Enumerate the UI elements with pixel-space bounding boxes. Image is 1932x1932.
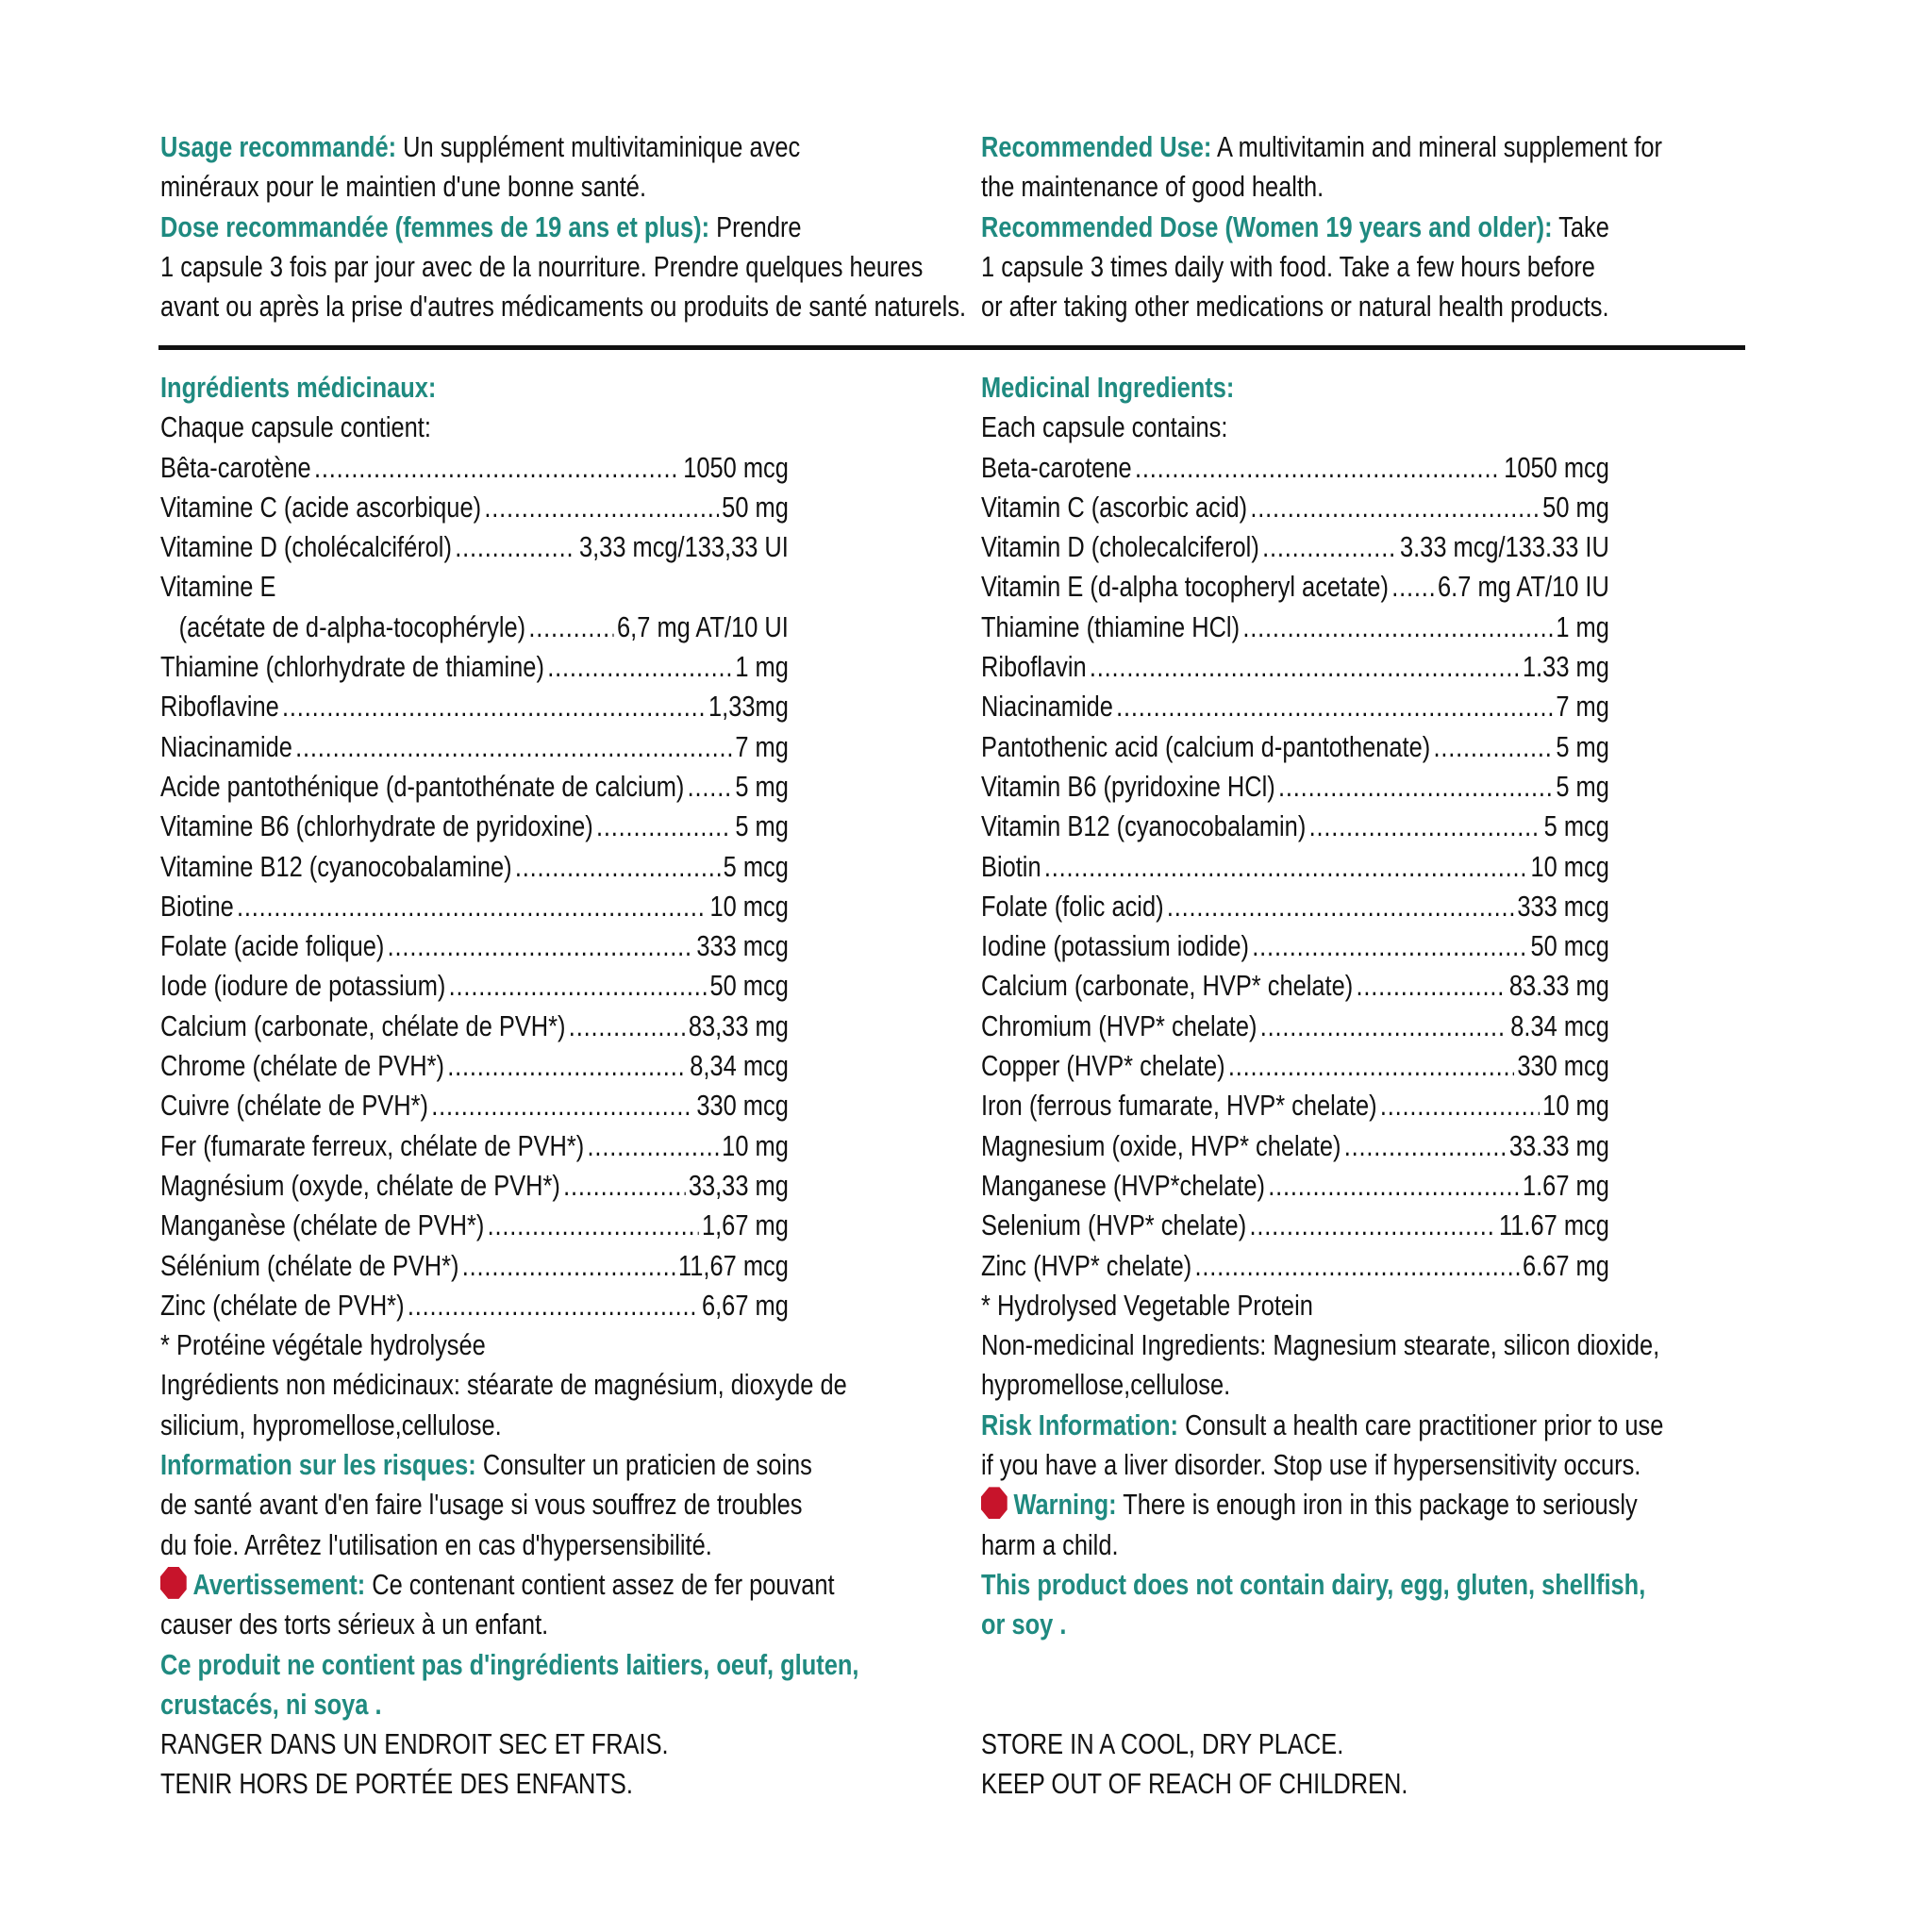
ingredient-value: 50 mg (1542, 490, 1609, 524)
ingredient-name: Pantothenic acid (calcium d-pantothenate) (981, 729, 1431, 763)
ingredient-value: 1.67 mg (1522, 1168, 1609, 1202)
dot-leader (1380, 1086, 1540, 1125)
ingredient-row (981, 926, 1609, 966)
ingredient-row (160, 966, 789, 1006)
ingredient-row (981, 488, 1609, 527)
dot-leader (388, 926, 693, 966)
ingredient-value: 83,33 mg (688, 1008, 789, 1042)
ingredient-name: Copper (HVP* chelate) (981, 1049, 1225, 1083)
fr-risk-label: Information sur les risques: (160, 1448, 476, 1482)
ingredient-name: Cuivre (chélate de PVH*) (160, 1089, 428, 1123)
dot-leader (1090, 647, 1520, 687)
dot-leader (488, 1206, 699, 1245)
dot-leader (462, 1246, 675, 1286)
ingredient-row (981, 887, 1609, 926)
dot-leader (1135, 448, 1501, 488)
en-ingredient-list (981, 448, 1609, 1286)
fr-each-capsule: Chaque capsule contient: (160, 410, 431, 444)
ingredient-name: Vitamine B12 (cyanocobalamine) (160, 849, 512, 883)
en-allergen: This product does not contain dairy, egg, gluten, shellfish, (981, 1567, 1646, 1601)
dot-leader (455, 527, 575, 567)
ingredient-value: 3,33 mcg/133,33 UI (578, 530, 789, 564)
en-dose-text-3: or after taking other medications or natural health products. (981, 290, 1609, 324)
fr-dose-label: Dose recommandée (femmes de 19 ans et plus): (160, 209, 710, 243)
fr-keep-away: TENIR HORS DE PORTÉE DES ENFANTS. (160, 1767, 633, 1801)
dot-leader (1249, 1206, 1495, 1245)
ingredient-value: 330 mcg (1517, 1049, 1609, 1083)
en-ingredients-title: Medicinal Ingredients: (981, 371, 1235, 404)
dot-leader (1356, 966, 1506, 1006)
ingredient-name: Vitamin C (ascorbic acid) (981, 490, 1248, 524)
ingredient-value: 1 mg (735, 650, 789, 684)
fr-vitamin-e-label: Vitamine E (160, 570, 276, 604)
ingredient-row (160, 527, 789, 567)
ingredient-row (160, 926, 789, 966)
ingredient-row (981, 647, 1609, 687)
ingredient-row (981, 448, 1609, 488)
dot-leader (295, 727, 732, 767)
en-risk-text: Consult a health care practitioner prior to use (1185, 1407, 1664, 1441)
en-warning-text-2: harm a child. (981, 1527, 1119, 1561)
ingredient-value: 5 mcg (723, 849, 789, 883)
fr-storage: RANGER DANS UN ENDROIT SEC ET FRAIS. (160, 1727, 669, 1761)
ingredient-row (981, 767, 1609, 807)
ingredient-row (160, 767, 789, 807)
ingredient-name: Bêta-carotène (160, 450, 311, 484)
ingredient-value: 7 mg (1556, 690, 1609, 724)
ingredient-name: Chromium (HVP* chelate) (981, 1008, 1257, 1042)
fr-ingredient-list (160, 448, 789, 568)
ingredient-value: 10 mcg (709, 889, 789, 923)
ingredient-row (981, 1086, 1609, 1125)
ingredient-value: 330 mcg (696, 1089, 789, 1123)
fr-dose-text: Prendre (716, 209, 802, 243)
dot-leader (688, 767, 732, 807)
ingredient-value: 33,33 mg (688, 1168, 789, 1202)
ingredient-row (981, 1126, 1609, 1166)
dot-leader (408, 1286, 699, 1325)
ingredient-name: Riboflavin (981, 650, 1087, 684)
ingredient-value: 8.34 mcg (1510, 1008, 1609, 1042)
ingredient-row (160, 1286, 789, 1325)
ingredient-value: 5 mg (1556, 769, 1609, 803)
ingredient-name: Folate (folic acid) (981, 889, 1164, 923)
spacer (981, 1685, 1609, 1724)
dot-leader (1242, 608, 1553, 647)
ingredient-value: 1050 mcg (683, 450, 789, 484)
ingredient-value: 5 mg (735, 809, 789, 843)
dot-leader (547, 647, 732, 687)
dot-leader (1278, 767, 1553, 807)
fr-ingredient-list-2 (160, 647, 789, 1325)
ingredient-value: 1.33 mg (1522, 650, 1609, 684)
fr-dose-text-2: 1 capsule 3 fois par jour avec de la nourriture. Prendre quelques heures (160, 249, 924, 283)
ingredient-name: (acétate de d-alpha-tocophéryle) (178, 609, 526, 643)
en-nonmedicinal: Non-medicinal Ingredients: Magnesium stearate, silicon dioxide, (981, 1328, 1660, 1362)
en-nonmedicinal-2: hypromellose,cellulose. (981, 1368, 1231, 1402)
ingredient-name: Calcium (carbonate, chélate de PVH*) (160, 1008, 566, 1042)
ingredient-name: Riboflavine (160, 690, 279, 724)
ingredient-value: 6,7 mg AT/10 UI (617, 609, 789, 643)
ingredient-row (160, 887, 789, 926)
ingredient-row (160, 448, 789, 488)
ingredient-row (981, 608, 1609, 647)
en-dose-label: Recommended Dose (Women 19 years and older): (981, 209, 1553, 243)
ingredient-row (981, 1246, 1609, 1286)
fr-warning-text: Ce contenant contient assez de fer pouvant (372, 1567, 835, 1601)
ingredient-name: Iron (ferrous fumarate, HVP* chelate) (981, 1089, 1377, 1123)
dot-leader (1433, 727, 1553, 767)
ingredient-name: Vitamin B12 (cyanocobalamin) (981, 809, 1307, 843)
spacer (981, 1645, 1609, 1685)
dot-leader (449, 966, 708, 1006)
ingredient-value: 11.67 mcg (1499, 1208, 1609, 1242)
ingredient-row (981, 807, 1609, 846)
ingredient-name: Niacinamide (160, 729, 292, 763)
en-usage-section (981, 127, 1747, 326)
en-usage-text: A multivitamin and mineral supplement for (1217, 130, 1662, 163)
ingredient-name: Iode (iodure de potassium) (160, 969, 446, 1003)
en-storage: STORE IN A COOL, DRY PLACE. (981, 1727, 1344, 1761)
ingredient-value: 10 mcg (1530, 849, 1609, 883)
fr-usage-section (160, 127, 967, 326)
dot-leader (563, 1166, 685, 1206)
fr-risk-text: Consulter un praticien de soins (482, 1448, 812, 1482)
ingredient-value: 333 mcg (1517, 889, 1609, 923)
dot-leader (1194, 1246, 1519, 1286)
ingredient-row (160, 1086, 789, 1125)
ingredient-name: Vitamine B6 (chlorhydrate de pyridoxine) (160, 809, 593, 843)
dot-leader (431, 1086, 693, 1125)
dot-leader (528, 608, 613, 647)
ingredient-value: 50 mg (722, 490, 789, 524)
ingredient-row (981, 567, 1609, 607)
en-risk-label: Risk Information: (981, 1407, 1179, 1441)
ingredient-value: 1050 mcg (1504, 450, 1609, 484)
ingredient-value: 50 mcg (1530, 929, 1609, 963)
ingredient-name: Biotine (160, 889, 234, 923)
ingredient-name: Fer (fumarate ferreux, chélate de PVH*) (160, 1128, 585, 1162)
ingredient-name: Magnésium (oxyde, chélate de PVH*) (160, 1168, 560, 1202)
fr-nonmedicinal-2: silicium, hypromellose,cellulose. (160, 1407, 502, 1441)
ingredient-name: Zinc (chélate de PVH*) (160, 1288, 405, 1322)
fr-usage-text-2: minéraux pour le maintien d'une bonne santé. (160, 170, 647, 204)
ingredient-value: 5 mg (735, 769, 789, 803)
en-each-capsule: Each capsule contains: (981, 410, 1228, 444)
ingredient-name: Vitamin B6 (pyridoxine HCl) (981, 769, 1275, 803)
dot-leader (1252, 926, 1527, 966)
fr-usage-label: Usage recommandé: (160, 130, 397, 163)
ingredient-value: 7 mg (735, 729, 789, 763)
dot-leader (1262, 527, 1397, 567)
fr-ingredients-section (160, 368, 859, 1805)
ingredient-name: Selenium (HVP* chelate) (981, 1208, 1247, 1242)
ingredient-row (981, 847, 1609, 887)
en-keep-away: KEEP OUT OF REACH OF CHILDREN. (981, 1767, 1408, 1801)
en-ingredients-section (981, 368, 1664, 1805)
en-usage-text-2: the maintenance of good health. (981, 170, 1324, 204)
dot-leader (1250, 488, 1540, 527)
ingredient-row (981, 1166, 1609, 1206)
en-usage-label: Recommended Use: (981, 130, 1212, 163)
dot-leader (596, 807, 732, 846)
ingredient-value: 10 mg (1542, 1089, 1609, 1123)
ingredient-name: Sélénium (chélate de PVH*) (160, 1248, 459, 1282)
dot-leader (1167, 887, 1514, 926)
ingredient-value: 333 mcg (696, 929, 789, 963)
dot-leader (447, 1046, 687, 1086)
ingredient-name: Vitamine C (acide ascorbique) (160, 490, 482, 524)
ingredient-name: Biotin (981, 849, 1041, 883)
dot-leader (1260, 1007, 1507, 1046)
fr-footnote: * Protéine végétale hydrolysée (160, 1328, 486, 1362)
dot-leader (237, 887, 707, 926)
stop-sign-icon (160, 1567, 187, 1599)
fr-nonmedicinal: Ingrédients non médicinaux: stéarate de magnésium, dioxyde de (160, 1368, 847, 1402)
ingredient-row (981, 687, 1609, 726)
ingredient-name: Manganèse (chélate de PVH*) (160, 1208, 485, 1242)
ingredient-row (160, 727, 789, 767)
ingredient-value: 1 mg (1556, 609, 1609, 643)
fr-warning-label: Avertissement: (192, 1567, 366, 1601)
fr-risk-text-3: du foie. Arrêtez l'utilisation en cas d'hypersensibilité. (160, 1527, 712, 1561)
dot-leader (515, 847, 720, 887)
ingredient-row (981, 727, 1609, 767)
dot-leader (569, 1007, 686, 1046)
dot-leader (1116, 687, 1553, 726)
ingredient-name: Manganese (HVP*chelate) (981, 1168, 1265, 1202)
ingredient-name: Acide pantothénique (d-pantothénate de calcium) (160, 769, 685, 803)
en-warning-text: There is enough iron in this package to seriously (1123, 1488, 1638, 1522)
ingredient-name: Vitamin D (cholecalciferol) (981, 530, 1259, 564)
ingredient-row (160, 1246, 789, 1286)
ingredient-value: 8,34 mcg (690, 1049, 789, 1083)
ingredient-name: Vitamin E (d-alpha tocopheryl acetate) (981, 570, 1389, 604)
ingredient-value: 1,67 mg (701, 1208, 789, 1242)
en-dose-text: Take (1558, 209, 1609, 243)
ingredient-row (981, 1206, 1609, 1245)
en-footnote: * Hydrolysed Vegetable Protein (981, 1288, 1313, 1322)
dot-leader (1344, 1126, 1507, 1166)
ingredient-row (160, 1166, 789, 1206)
ingredient-row (160, 1126, 789, 1166)
fr-warning-text-2: causer des torts sérieux à un enfant. (160, 1607, 549, 1641)
ingredient-name: Calcium (carbonate, HVP* chelate) (981, 969, 1354, 1003)
stop-sign-icon (981, 1487, 1008, 1519)
ingredient-value: 11,67 mcg (678, 1248, 789, 1282)
ingredient-name: Iodine (potassium iodide) (981, 929, 1250, 963)
ingredient-name: Niacinamide (981, 690, 1113, 724)
dot-leader (1309, 807, 1541, 846)
ingredient-row (160, 647, 789, 687)
dot-leader (588, 1126, 719, 1166)
ingredient-value: 6,67 mg (701, 1288, 789, 1322)
ingredient-value: 33.33 mg (1508, 1128, 1609, 1162)
en-warning-label: Warning: (1013, 1488, 1117, 1522)
fr-usage-text: Un supplément multivitaminique avec (403, 130, 801, 163)
fr-risk-text-2: de santé avant d'en faire l'usage si vous souffrez de troubles (160, 1488, 803, 1522)
ingredient-row (160, 1206, 789, 1245)
dot-leader (484, 488, 719, 527)
ingredient-value: 1,33mg (708, 690, 789, 724)
section-divider (158, 345, 1745, 350)
ingredient-row (160, 687, 789, 726)
ingredient-row (160, 847, 789, 887)
ingredient-row (160, 1007, 789, 1046)
ingredient-value: 10 mg (722, 1128, 789, 1162)
fr-dose-text-3: avant ou après la prise d'autres médicaments ou produits de santé naturels. (160, 290, 967, 324)
dot-leader (282, 687, 706, 726)
en-dose-text-2: 1 capsule 3 times daily with food. Take a few hours before (981, 249, 1595, 283)
ingredient-row (160, 488, 789, 527)
ingredient-name: Folate (acide folique) (160, 929, 385, 963)
ingredient-name: Magnesium (oxide, HVP* chelate) (981, 1128, 1341, 1162)
fr-ingredients-title: Ingrédients médicinaux: (160, 371, 437, 404)
ingredient-row (160, 608, 789, 647)
dot-leader (1391, 567, 1435, 607)
ingredient-value: 5 mg (1556, 729, 1609, 763)
ingredient-row (981, 1046, 1609, 1086)
ingredient-value: 83.33 mg (1508, 969, 1609, 1003)
ingredient-row (160, 1046, 789, 1086)
ingredient-value: 6.7 mg AT/10 IU (1438, 570, 1609, 604)
ingredient-value: 6.67 mg (1522, 1248, 1609, 1282)
dot-leader (314, 448, 680, 488)
fr-allergen: Ce produit ne contient pas d'ingrédients laitiers, oeuf, gluten, (160, 1647, 859, 1681)
ingredient-row (981, 966, 1609, 1006)
ingredient-value: 3.33 mcg/133.33 IU (1399, 530, 1609, 564)
ingredient-name: Zinc (HVP* chelate) (981, 1248, 1192, 1282)
en-risk-text-2: if you have a liver disorder. Stop use if hypersensitivity occurs. (981, 1448, 1641, 1482)
dot-leader (1228, 1046, 1514, 1086)
fr-allergen-2: crustacés, ni soya . (160, 1687, 382, 1721)
dot-leader (1044, 847, 1527, 887)
ingredient-name: Beta-carotene (981, 450, 1132, 484)
en-allergen-2: or soy . (981, 1607, 1067, 1641)
ingredient-name: Thiamine (chlorhydrate de thiamine) (160, 650, 544, 684)
ingredient-name: Thiamine (thiamine HCl) (981, 609, 1241, 643)
dot-leader (1268, 1166, 1519, 1206)
ingredient-value: 5 mcg (1543, 809, 1609, 843)
ingredient-row (981, 1007, 1609, 1046)
ingredient-value: 50 mcg (709, 969, 789, 1003)
ingredient-name: Chrome (chélate de PVH*) (160, 1049, 444, 1083)
ingredient-name: Vitamine D (cholécalciférol) (160, 530, 452, 564)
ingredient-row (981, 527, 1609, 567)
ingredient-row (160, 807, 789, 846)
